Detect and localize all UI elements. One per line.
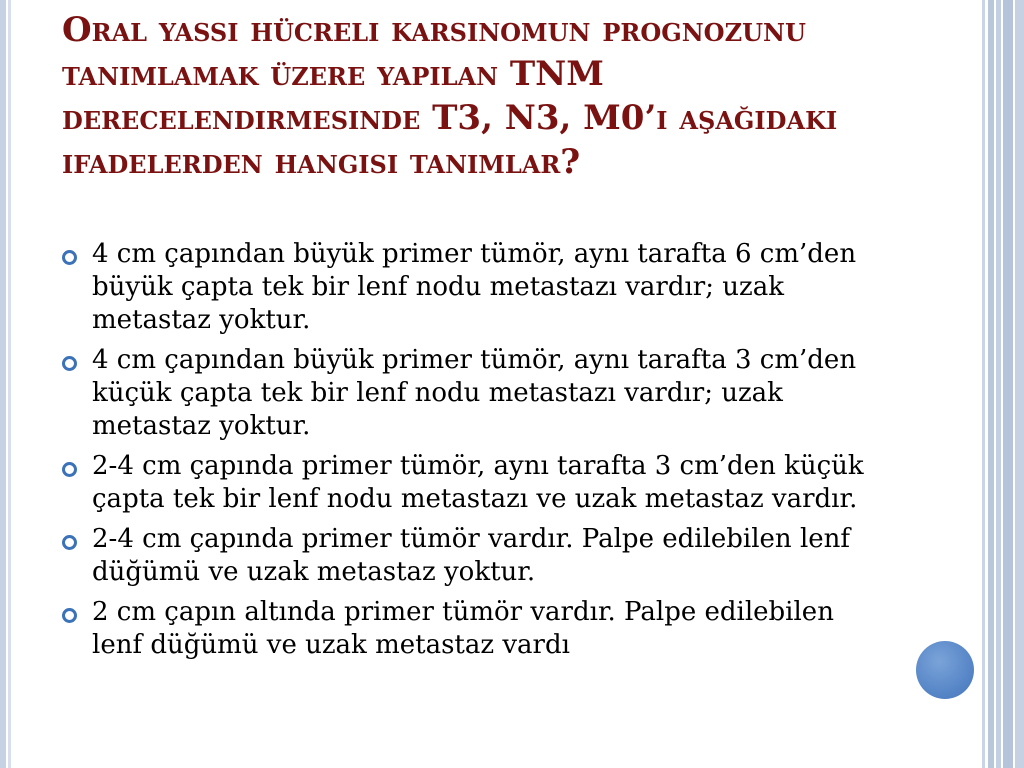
bullet-text: 2-4 cm çapında primer tümör, aynı tarafta 3 cm’den küçük çapta tek bir lenf nodu metastazı ve uzak metastaz vardır.	[92, 451, 864, 514]
bullet-circle-icon	[62, 356, 77, 371]
bullet-item	[62, 523, 892, 589]
bullet-circle-icon	[62, 250, 77, 265]
bullet-list	[62, 238, 892, 669]
bullet-circle-icon	[62, 462, 77, 477]
bullet-item	[62, 596, 892, 662]
bullet-text: 2-4 cm çapında primer tümör vardır. Palpe edilebilen lenf düğümü ve uzak metastaz yoktur.	[92, 524, 851, 587]
bullet-circle-icon	[62, 608, 77, 623]
bullet-circle-icon	[62, 535, 77, 550]
bullet-item	[62, 450, 892, 516]
bullet-text: 4 cm çapından büyük primer tümör, aynı tarafta 6 cm’den büyük çapta tek bir lenf nodu metastazı vardır; uzak metastaz yoktur.	[92, 239, 857, 335]
slide-frame-right	[980, 0, 1024, 768]
bullet-text: 2 cm çapın altında primer tümör vardır. Palpe edilebilen lenf düğümü ve uzak metastaz vardı	[92, 597, 834, 660]
slide-title: Oral yassı hücreli karsinomun prognozunu tanımlamak üzere yapılan TNM derecelendirmesinde T3, N3, M0’ı aşağıdaki ifadelerden hangisi tanımlar?	[62, 10, 838, 182]
bullet-item	[62, 344, 892, 443]
bullet-item	[62, 238, 892, 337]
slide-frame-left	[0, 0, 11, 768]
decorative-circle	[916, 641, 974, 699]
bullet-text: 4 cm çapından büyük primer tümör, aynı tarafta 3 cm’den küçük çapta tek bir lenf nodu metastazı vardır; uzak metastaz yoktur.	[92, 345, 857, 441]
